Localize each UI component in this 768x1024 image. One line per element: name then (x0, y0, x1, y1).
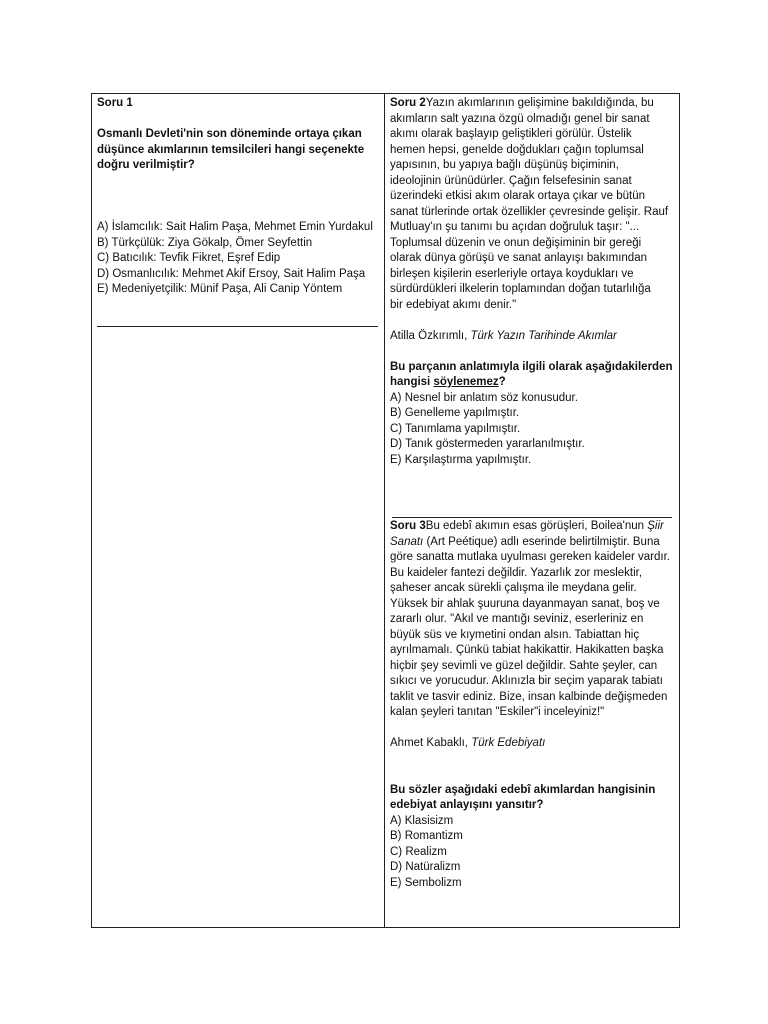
question-2-label: Soru 2 (390, 97, 426, 109)
question-2-passage-line: Mutluay'ın şu tanımı bu açıdan doğruluk taşır: "... (390, 221, 640, 233)
question-3-passage-line: zararlı olur. "Akıl ve mantığı seviniz, eserleriniz en (390, 613, 644, 625)
question-3-option-b: B) Romantizm (390, 830, 463, 842)
question-2-question-mark: ? (498, 376, 506, 388)
question-2-option-c: C) Tanımlama yapılmıştır. (390, 422, 521, 435)
question-2 (390, 96, 674, 468)
question-2-separator (392, 517, 672, 518)
question-3-label: Soru 3 (390, 520, 426, 532)
question-3-option-d: D) Natüralizm (390, 861, 461, 873)
question-2-source: Türk Yazın Tarihinde Akımlar (470, 329, 617, 342)
question-2-passage-line: Toplumsal düzenin ve onun değişiminin bir gereği (390, 236, 642, 249)
question-3-passage-line: (Art Peétique) adlı eserinde belirtilmiştir. Buna (423, 535, 660, 548)
question-2-author: Atilla Özkırımlı, (390, 329, 471, 342)
question-2-option-d: D) Tanık göstermeden yararlanılmıştır. (390, 438, 585, 450)
question-1-option-d: D) Osmanlıcılık: Mehmet Akif Ersoy, Sait Halim Paşa (97, 267, 366, 280)
question-table (91, 93, 680, 928)
question-3-passage-line: şaheser ancak sürekli çalışma ile meydana gelir. (390, 582, 637, 594)
question-3-option-a: A) Klasisizm (390, 814, 454, 827)
question-2-passage-line: birleşen kişilerin eserleriyle ortaya koydukları ve (390, 267, 634, 280)
question-3-work-title: Sanatı (390, 535, 424, 548)
question-3-passage-line: ayrılmamalı. Çünkü tabiat hakikattir. Hakikatten başka (390, 644, 664, 656)
question-3-passage-line: Yüksek bir ahlak şuuruna dayanmayan sanat, boş ve (390, 597, 660, 610)
question-3-question-line: edebiyat anlayışını yansıtır? (390, 799, 544, 811)
question-2-passage-line: bir edebiyat akımı denir." (390, 298, 517, 311)
question-2-passage-line: hemen hepsi, genelde doğdukları çağın toplumsal (390, 143, 644, 156)
question-1 (97, 96, 379, 298)
question-3-passage-line: Bu kaideler fantezi değildir. Yazarlık zor meslektir, (390, 566, 643, 579)
question-3-passage-line: hiçbir şey sevimli ve güzel değildir. Sahte şeyler, can (390, 659, 658, 672)
column-divider (384, 94, 385, 927)
question-2-passage-line: sanat türlerinde ortak özellikler çevresinde gelişir. Rauf (390, 205, 669, 218)
question-2-negative-word: söylenemez (433, 376, 499, 388)
question-3-option-e: E) Sembolizm (390, 876, 462, 889)
question-1-separator (97, 326, 378, 327)
question-2-passage-line: ideolojinin ürünüdürler. Çağın felsefesinin sanat (390, 174, 632, 187)
question-2-passage-line: üzerindeki etkisi akım olarak ortaya çıkar ve bütün (390, 190, 646, 202)
question-3-option-c: C) Realizm (390, 845, 447, 858)
question-3-passage-line: sıkıcı ve yorucudur. Aklınızla bir seçim yaparak tabiatı (390, 675, 663, 687)
question-1-stem-line: düşünce akımlarının temsilcileri hangi seçenekte (97, 143, 365, 156)
question-2-passage-line: yapısının, bu yapıya bağlı düşünüş biçiminin, (390, 159, 619, 171)
question-3-passage-line: Bu edebî akımın esas görüşleri, Boilea'nun (425, 520, 648, 532)
question-3-source: Türk Edebiyatı (471, 737, 546, 749)
question-3-author: Ahmet Kabaklı, (390, 737, 472, 749)
question-1-option-c: C) Batıcılık: Tevfik Fikret, Eşref Edip (97, 252, 281, 264)
question-2-passage-line: Yazın akımlarının gelişimine bakıldığında, bu (425, 97, 654, 109)
question-2-option-b: B) Genelleme yapılmıştır. (390, 407, 520, 419)
question-3-work-title: Şiir (647, 520, 664, 532)
question-2-passage-line: akımı olarak başlayıp geliştikleri görülür. Üstelik (390, 128, 632, 140)
question-1-stem-line: Osmanlı Devleti'nin son döneminde ortaya çıkan (97, 128, 362, 140)
question-2-passage-line: akımların salt yazına özgü olmadığı genel bir sanat (390, 112, 650, 125)
question-3 (390, 519, 674, 891)
question-1-option-a: A) İslamcılık: Sait Halim Paşa, Mehmet Emin Yurdakul (97, 221, 373, 233)
question-2-option-a: A) Nesnel bir anlatım söz konusudur. (390, 391, 578, 404)
question-2-question-line: hangisi (390, 376, 434, 388)
question-2-option-e: E) Karşılaştırma yapılmıştır. (390, 453, 532, 466)
question-3-passage-line: büyük süs ve kıymetini ondan alsın. Tabiattan hiç (390, 628, 640, 641)
question-3-passage-line: göre sanatta mutlaka uyulması gereken kaideler vardır. (390, 551, 670, 563)
question-1-label: Soru 1 (97, 97, 133, 109)
question-2-passage-line: olarak dünya görüşü ve sanat anlayışı bakımından (390, 252, 647, 264)
question-3-passage-line: taklit ve tasvir ediniz. Bize, insan kalbinde değişmeden (390, 690, 668, 703)
question-1-option-e: E) Medeniyetçilik: Münif Paşa, Ali Canip Yöntem (97, 283, 343, 295)
question-2-question-line: Bu parçanın anlatımıyla ilgili olarak aşağıdakilerden (390, 360, 673, 373)
question-1-option-b: B) Türkçülük: Ziya Gökalp, Ömer Seyfettin (97, 236, 313, 249)
question-2-passage-line: sürdürdükleri ilkelerin toplamından doğan tutarlılığa (390, 283, 651, 295)
question-3-question-line: Bu sözler aşağıdaki edebî akımlardan hangisinin (390, 783, 656, 796)
question-3-passage-line: kalan şeyleri tanıtan "Eskiler"i inceleyiniz!" (390, 706, 605, 718)
question-1-stem-line: doğru verilmiştir? (97, 159, 195, 171)
